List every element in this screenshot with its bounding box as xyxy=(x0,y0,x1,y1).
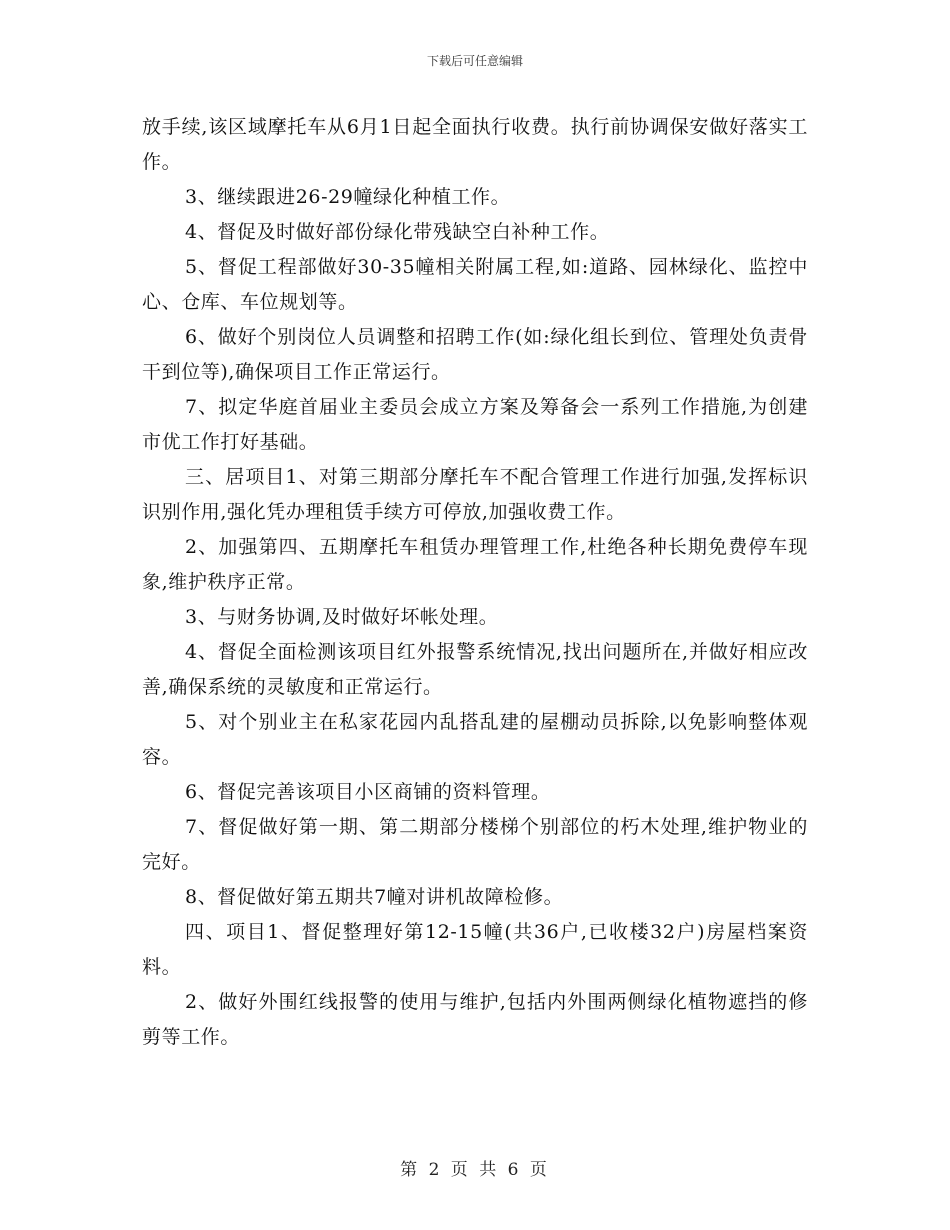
paragraph: 5、督促工程部做好30-35幢相关附属工程,如:道路、园林绿化、监控中心、仓库、车位规划等。 xyxy=(142,256,808,313)
page-header: 下载后可任意编辑 xyxy=(426,54,523,68)
paragraph: 7、督促做好第一期、第二期部分楼梯个别部位的朽木处理,维护物业的完好。 xyxy=(142,816,808,873)
paragraph: 6、做好个别岗位人员调整和招聘工作(如:绿化组长到位、管理处负责骨干到位等),确保项目工作正常运行。 xyxy=(142,326,808,383)
document-body xyxy=(142,110,808,1055)
paragraph: 3、继续跟进26-29幢绿化种植工作。 xyxy=(185,186,511,208)
paragraph: 8、督促做好第五期共7幢对讲机故障检修。 xyxy=(185,886,564,908)
page-number: 第 2 页 共 6 页 xyxy=(400,1160,550,1180)
section-paragraph: 三、居项目1、对第三期部分摩托车不配合管理工作进行加强,发挥标识识别作用,强化凭办理租赁手续方可停放,加强收费工作。 xyxy=(142,466,808,523)
paragraph: 2、做好外围红线报警的使用与维护,包括内外围两侧绿化植物遮挡的修剪等工作。 xyxy=(142,991,808,1048)
paragraph: 3、与财务协调,及时做好坏帐处理。 xyxy=(185,606,499,628)
paragraph: 5、对个别业主在私家花园内乱搭乱建的屋棚动员拆除,以免影响整体观容。 xyxy=(142,711,808,768)
paragraph: 7、拟定华庭首届业主委员会成立方案及筹备会一系列工作措施,为创建市优工作打好基础。 xyxy=(142,396,808,453)
paragraph: 4、督促及时做好部份绿化带残缺空白补种工作。 xyxy=(185,221,610,243)
paragraph: 4、督促全面检测该项目红外报警系统情况,找出问题所在,并做好相应改善,确保系统的灵敏度和正常运行。 xyxy=(142,641,808,698)
paragraph: 2、加强第四、五期摩托车租赁办理管理工作,杜绝各种长期免费停车现象,维护秩序正常。 xyxy=(142,536,808,593)
paragraph: 6、督促完善该项目小区商铺的资料管理。 xyxy=(185,781,551,803)
section-paragraph: 四、项目1、督促整理好第12-15幢(共36户,已收楼32户)房屋档案资料。 xyxy=(142,921,808,978)
paragraph: 放手续,该区域摩托车从6月1日起全面执行收费。执行前协调保安做好落实工作。 xyxy=(142,116,808,173)
